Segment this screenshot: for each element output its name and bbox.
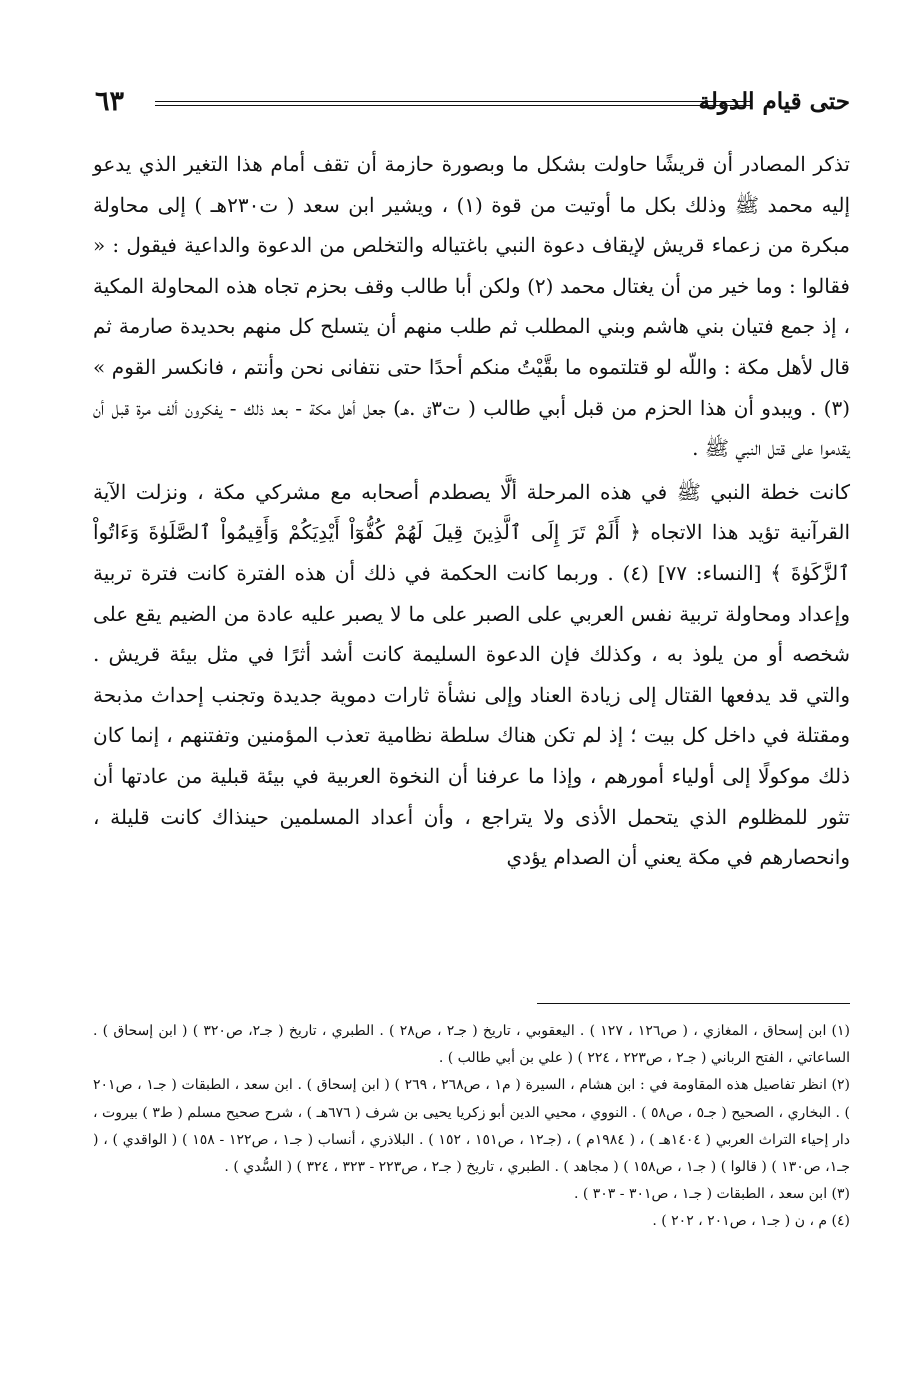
footnote: (٤) م ، ن ( جـ١ ، ص٢٠١ ، ٢٠٢ ) .: [652, 1213, 850, 1230]
main-text: [93, 144, 850, 878]
paragraph: تذكر المصادر أن قريشًا حاولت بشكل ما وبصورة حازمة أن تقف أمام هذا التغير الذي يدعو إليه محمد ﷺ وذلك بكل ما أوتيت من قوة (١) ، ويشير ابن سعد ( ت٢٣٠هـ ) إلى محاولة مبكرة من زعماء قريش لإيقاف دعوة النبي باغتياله والتخلص من الدعوة والداعية فيقول : « فقالوا : وما خير من أن يغتال محمد (٢) ولكن أبا طالب وقف بحزم تجاه هذه المحاولة المكية ، إذ جمع فتيان بني هاشم وبني المطلب ثم طلب منهم أن يتسلح كل منهم بحديدة صارمة ثم قال لأهل مكة : واللّه لو قتلتموه ما بقَّيْتُ منكم أحدًا حتى نتفانى نحن وأنتم ، فانكسر القوم » (٣) . ويبدو أن هذا الحزم من قبل أبي طالب ( ت٣ق .هـ) جعل أهل مكة - بعد ذلك - يفكرون ألف مرة قبل أن يقدموا على قتل النبي ﷺ .: [93, 152, 850, 461]
page-number: ٦٣: [95, 86, 125, 117]
footnotes: [93, 1018, 850, 1236]
header-rule: [155, 101, 750, 106]
footnote: (٢) انظر تفاصيل هذه المقاومة في : ابن هشام ، السيرة ( م١ ، ص٢٦٨ ، ٢٦٩ ) ( ابن إسحاق ) . ابن سعد ، الطبقات ( جـ١ ، ص٢٠١ ) . البخاري ، الصحيح ( جـ٥ ، ص٥٨ ) . النووي ، محيي الدين أبو زكريا يحيى بن شرف ( ٦٧٦هـ ) ، شرح صحيح مسلم ( ط٣ ) بيروت ، دار إحياء التراث العربي ( ١٤٠٤هـ ) ، ( ١٩٨٤م ) ، (جـ١٢ ، ص١٥١ ، ١٥٢ ) . البلاذري ، أنساب ( جـ١ ، ص١٢٢ - ١٥٨ ) ( الواقدي ) ، ( جـ١، ص١٣٠ ) ( قالوا ) ( جـ١ ، ص١٥٨ ) ( مجاهد ) . الطبري ، تاريخ ( جـ٢ ، ص٢٢٣ - ٣٢٣ ، ٣٢٤ ) ( السُّدي ) .: [93, 1077, 850, 1176]
footnote: (٣) ابن سعد ، الطبقات ( جـ١ ، ص٣٠١ - ٣٠٣ ) .: [573, 1186, 850, 1203]
page-header: [95, 88, 850, 124]
running-title: حتى قيام الدولة: [698, 88, 850, 115]
footnote-separator: [537, 1003, 850, 1004]
paragraph: كانت خطة النبي ﷺ في هذه المرحلة ألَّا يصطدم أصحابه مع مشركي مكة ، ونزلت الآية القرآنية تؤيد هذا الاتجاه ﴿ أَلَمْ تَرَ إِلَى ٱلَّذِينَ قِيلَ لَهُمْ كُفُّوٓاْ أَيْدِيَكُمْ وَأَقِيمُواْ ٱلصَّلَوٰةَ وَءَاتُواْ ٱلزَّكَوٰةَ ﴾ [النساء: ٧٧] (٤) . وربما كانت الحكمة في ذلك أن هذه الفترة كانت فترة تربية وإعداد ومحاولة تربية نفس العربي على الصبر على ما لا يصبر عليه عادة من الضيم يقع على شخصه أو من يلوذ به ، وكذلك فإن الدعوة السليمة كانت أشد أثرًا في مثل بيئة قريش . والتي قد يدفعها القتال إلى زيادة العناد وإلى نشأة ثارات دموية جديدة وتجنب إحداث مذبحة ومقتلة في داخل كل بيت ؛ إذ لم تكن هناك سلطة نظامية تعذب المؤمنين وتفتنهم ، إنما كان ذلك موكولًا إلى أولياء أمورهم ، وإذا ما عرفنا أن النخوة العربية في بيئة قبلية من عادتها أن تثور للمظلوم الذي يتحمل الأذى ولا يتراجع ، وأن أعداد المسلمين حينذاك كانت قليلة ، وانحصارهم في مكة يعني أن الصدام يؤدي: [93, 479, 850, 870]
footnote: (١) ابن إسحاق ، المغازي ، ( ص١٢٦ ، ١٢٧ ) . اليعقوبي ، تاريخ ( جـ٢ ، ص٢٨ ) . الطبري ، تاريخ ( جـ٢، ص٣٢٠ ) ( ابن إسحاق ) . الساعاتي ، الفتح الرباني ( جـ٢ ، ص٢٢٣ ، ٢٢٤ ) ( علي بن أبي طالب ) .: [93, 1023, 851, 1067]
